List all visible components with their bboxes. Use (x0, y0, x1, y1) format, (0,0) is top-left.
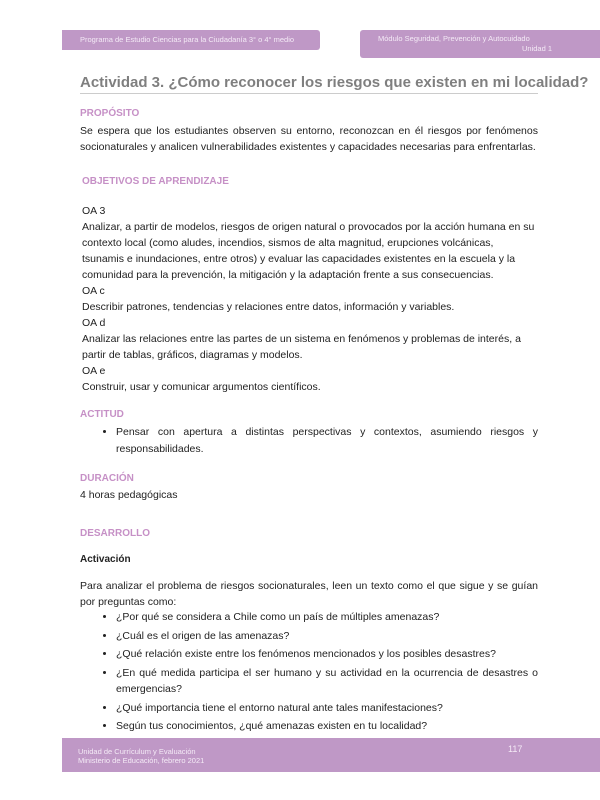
proposito-text: Se espera que los estudiantes observen su entorno, reconozcan en él riesgos por fenómenos socionaturales y analicen vulnerabilidades existentes y capacidades necesarias para enfrentarlas. (80, 125, 538, 153)
oa-code: OA d (82, 317, 106, 329)
oa-code: OA e (82, 365, 106, 377)
list-item: • ¿Cuál es el origen de las amenazas? (116, 628, 538, 645)
oa-text: Construir, usar y comunicar argumentos científicos. (82, 381, 321, 393)
oa-code: OA 3 (82, 205, 106, 217)
list-item: • ¿Qué relación existe entre los fenómenos mencionados y los posibles desastres? (116, 646, 538, 663)
actitud-heading: ACTITUD (80, 409, 124, 420)
objetivos-list (82, 203, 538, 395)
list-item: • ¿Qué importancia tiene el entorno natural ante tales manifestaciones? (116, 700, 538, 717)
oa-text: Analizar, a partir de modelos, riesgos de origen natural o provocados por la acción humana en su contexto local (como aludes, incendios, sismos de alta magnitud, erupciones volcánicas, tsunamis e inundaciones, entre otros) y evaluar las capacidades existentes en la escuela y la comunidad para la prevención, la mitigación y la adaptación frente a sus consecuencias. (82, 221, 535, 281)
duracion-text: 4 horas pedagógicas (80, 489, 178, 501)
oa-text: Analizar las relaciones entre las partes de un sistema en fenómenos y problemas de interés, a partir de tablas, gráficos, diagramas y modelos. (82, 333, 521, 361)
header-module (360, 30, 600, 58)
list-item: • Pensar con apertura a distintas perspectivas y contextos, asumiendo riesgos y responsabilidades. (116, 424, 538, 457)
footer-unit: Unidad de Currículum y Evaluación (78, 747, 196, 756)
page-title: Actividad 3. ¿Cómo reconocer los riesgos que existen en mi localidad? (80, 74, 589, 91)
list-item: • ¿En qué medida participa el ser humano y su actividad en la ocurrencia de desastres o emergencias? (116, 665, 538, 698)
questions-list (80, 609, 538, 735)
desarrollo-intro: Para analizar el problema de riesgos socionaturales, leen un texto como el que sigue y se guían por preguntas como: (80, 580, 538, 608)
header-program (62, 30, 320, 50)
page-number: 117 (508, 744, 523, 754)
objetivos-heading: OBJETIVOS DE APRENDIZAJE (82, 176, 229, 187)
header-module-text: Módulo Seguridad, Prevención y Autocuidado (378, 34, 530, 43)
activacion-heading: Activación (80, 554, 131, 565)
actitud-list (80, 424, 538, 457)
header-program-text: Programa de Estudio Ciencias para la Ciudadanía 3° o 4° medio (80, 35, 295, 44)
footer (62, 738, 600, 772)
duracion-heading: DURACIÓN (80, 473, 134, 484)
footer-ministry: Ministerio de Educación, febrero 2021 (78, 756, 205, 765)
title-divider (80, 93, 538, 94)
header-unit: Unidad 1 (522, 44, 553, 53)
proposito-heading: PROPÓSITO (80, 108, 140, 119)
oa-text: Describir patrones, tendencias y relaciones entre datos, información y variables. (82, 301, 455, 313)
list-item: • Según tus conocimientos, ¿qué amenazas existen en tu localidad? (116, 718, 538, 735)
list-item: • ¿Por qué se considera a Chile como un país de múltiples amenazas? (116, 609, 538, 626)
desarrollo-heading: DESARROLLO (80, 528, 150, 539)
oa-code: OA c (82, 285, 105, 297)
